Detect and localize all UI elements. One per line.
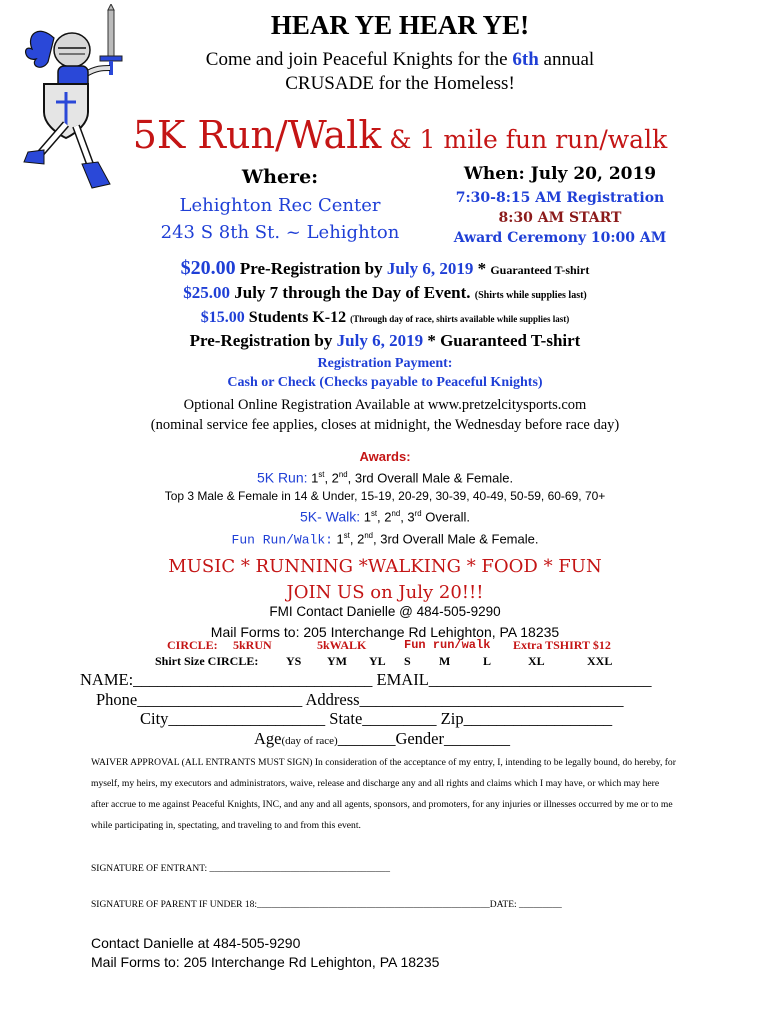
signature-entrant[interactable]: SIGNATURE OF ENTRANT: ______________________________________ (91, 864, 391, 874)
start-time: 8:30 AM START (498, 210, 622, 226)
invitation-text: Come and join Peaceful Knights for the 6th annual CRUSADE for the Homeless! (205, 49, 595, 94)
size-option[interactable]: XL (528, 654, 545, 668)
size-option[interactable]: YL (369, 654, 386, 668)
promo-activities: MUSIC * RUNNING *WALKING * FOOD * FUN (168, 556, 602, 577)
age-gender-line[interactable]: Age(day of race)_______Gender________ (254, 728, 510, 748)
option-5krun[interactable]: 5kRUN (233, 638, 272, 652)
promo-join: JOIN US on July 20!!! (286, 582, 484, 603)
phone-address-line[interactable]: Phone____________________ Address________________________________ (96, 689, 624, 709)
preregistration-note: Pre-Registration by July 6, 2019 * Guaranteed T-shirt (189, 331, 581, 350)
venue-name: Lehighton Rec Center (179, 195, 381, 216)
circle-label: CIRCLE: (167, 638, 218, 652)
shirt-size-label: Shirt Size CIRCLE: (155, 654, 259, 668)
footer-mail: Mail Forms to: 205 Interchange Rd Lehighton, PA 18235 (91, 954, 440, 970)
where-label: Where: (241, 166, 319, 188)
size-option[interactable]: YS (286, 654, 302, 668)
venue-block (130, 192, 430, 246)
size-option[interactable]: YM (327, 654, 347, 668)
price-students: $15.00 Students K-12 (Through day of race, shirts available while supplies last) (200, 309, 570, 326)
price-preregistration: $20.00 Pre-Registration by July 6, 2019 * Guaranteed T-shirt (180, 257, 590, 279)
size-option[interactable]: M (439, 654, 451, 668)
when-label: When: July 20, 2019 (463, 164, 657, 184)
payment-text: Cash or Check (Checks payable to Peaceful Knights) (227, 375, 543, 390)
option-extra-tshirt[interactable]: Extra TSHIRT $12 (513, 638, 611, 652)
option-fun-run[interactable]: Fun run/walk (404, 638, 491, 652)
size-option[interactable]: XXL (587, 654, 613, 668)
flyer-headline: HEAR YE HEAR YE! (270, 10, 530, 40)
contact-block (60, 602, 710, 642)
entry-form (60, 670, 720, 751)
fmi-contact: FMI Contact Danielle @ 484-505-9290 (269, 604, 501, 619)
awards-5k-run: 5K Run: 1st, 2nd, 3rd Overall Male & Female. (256, 469, 514, 486)
knight-mascot-icon (14, 4, 126, 200)
city-state-zip-line[interactable]: City___________________ State_________ Zip__________________ (140, 709, 613, 728)
footer-block (91, 934, 439, 972)
venue-address: 243 S 8th St. ~ Lehighton (160, 222, 400, 243)
online-registration: Optional Online Registration Available at www.pretzelcitysports.com (nominal service fee applies, closes at midnight, the Wednesday before race day) (150, 397, 620, 433)
mail-forms: Mail Forms to: 205 Interchange Rd Lehighton, PA 18235 (210, 624, 560, 640)
name-email-line[interactable]: NAME:_____________________________ EMAIL___________________________ (80, 670, 652, 689)
pricing-block (60, 256, 710, 392)
size-option[interactable]: L (483, 654, 492, 668)
promo-block (60, 554, 710, 606)
waiver-text: WAIVER APPROVAL (ALL ENTRANTS MUST SIGN) In consideration of the acceptance of my entry, I, intending to be legally bound, do hereby, for myself, my heirs, my executors and administrators, waive, release and discharge any and all rights and claims which I may have, or which may here after accrue to me against Peaceful Knights, INC, and any and all agents, sponsors, and promoters, for any injuries or illnesses occurred by me or to me while participating in, spectating, and traveling to and from this event. (91, 757, 676, 831)
footer-contact: Contact Danielle at 484-505-9290 (91, 935, 301, 951)
registration-time: 7:30-8:15 AM Registration (455, 190, 665, 206)
awards-label: Awards: (359, 449, 411, 464)
event-title: 5K Run/Walk & 1 mile fun run/walk (132, 113, 668, 157)
option-5kwalk[interactable]: 5kWALK (317, 638, 367, 652)
price-dayof: $25.00 July 7 through the Day of Event. (Shirts while supplies last) (183, 283, 587, 302)
awards-fun-run: Fun Run/Walk: 1st, 2nd, 3rd Overall Male & Female. (231, 530, 539, 547)
awards-age-groups: Top 3 Male & Female in 14 & Under, 15-19, 20-29, 30-39, 40-49, 50-59, 60-69, 70+ (164, 489, 606, 504)
award-time: Award Ceremony 10:00 AM (453, 230, 667, 246)
awards-block (60, 448, 710, 549)
size-option[interactable]: S (404, 654, 411, 668)
schedule-block (430, 188, 690, 248)
awards-5k-walk: 5K- Walk: 1st, 2nd, 3rd Overall. (299, 508, 471, 525)
signature-parent[interactable]: SIGNATURE OF PARENT IF UNDER 18:_________________________________________________DATE: _________ (91, 900, 562, 910)
payment-label: Registration Payment: (317, 356, 453, 371)
